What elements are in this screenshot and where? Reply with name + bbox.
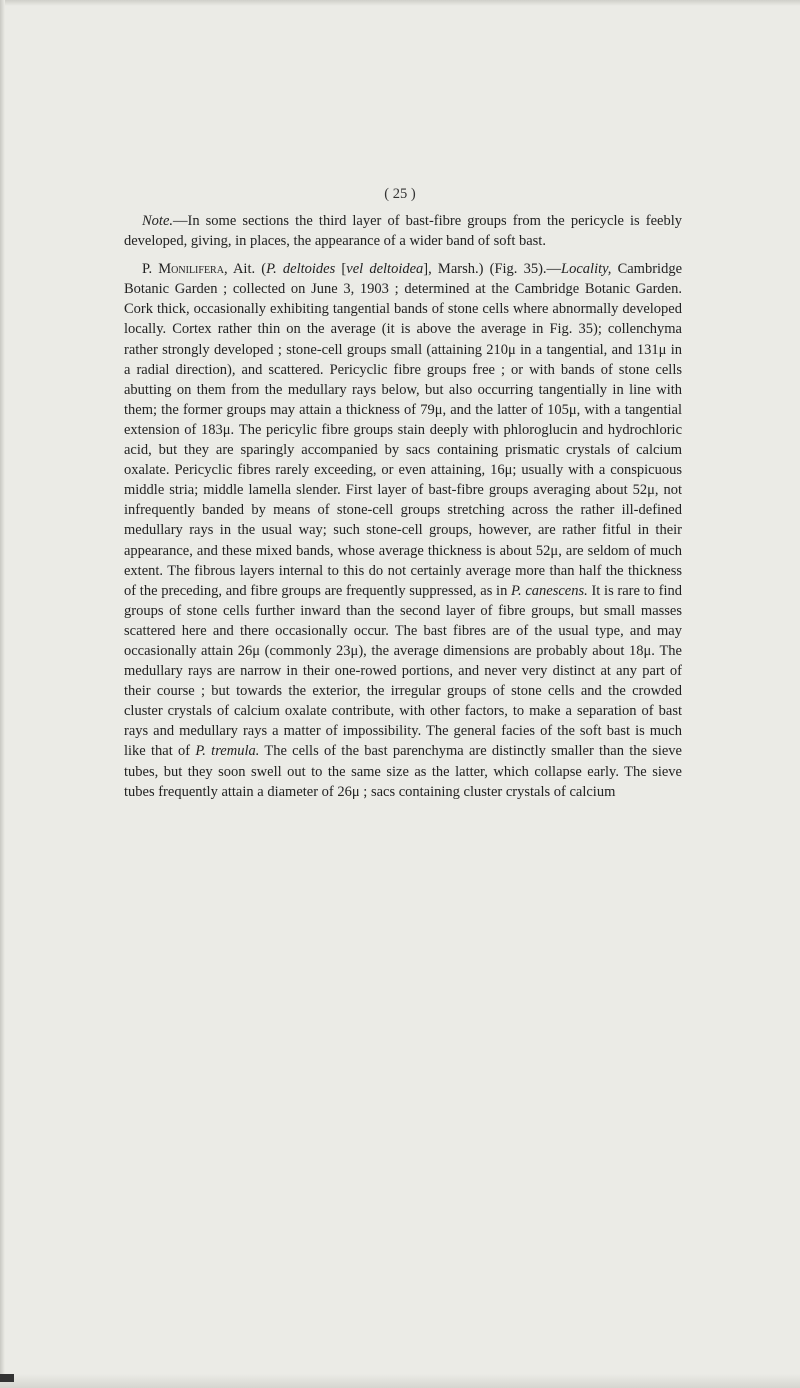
page-top-edge (0, 0, 800, 6)
note-paragraph (124, 211, 682, 251)
ref-canescens: P. canescens. (511, 582, 588, 599)
species-name: Monilifera (158, 261, 224, 278)
page-number: ( 25 ) (384, 186, 416, 202)
species-paragraph (124, 259, 682, 802)
species-text-1: Cambridge Botanic Garden ; collected on June 3, 1903 ; determined at the Cambridge Botanic Garden. Cork thick, occasionally exhibiting tangential bands of stone cells where abnormally developed locally. Cortex rather thin on the average (it is above the average in Fig. 35); collenchyma rather strongly developed ; stone-cell groups small (attaining 210μ in a tangential, and 131μ in a radial direction), and scattered. Pericyclic fibre groups free ; or with bands of stone cells abutting on them from the medullary rays below, but also occurring tangentially in line with them; the former groups may attain a thickness of 79μ, and the latter of 105μ, with a tangential extension of 183μ. The pericylic fibre groups stain deeply with phloroglucin and hydrochloric acid, but they are sparingly accompanied by sacs containing prismatic crystals of calcium oxalate. Pericyclic fibres rarely exceeding, or even attaining, 16μ; usually with a conspicuous middle stria; middle lamella slender. First layer of bast-fibre groups averaging about 52μ, not infrequently banded by means of stone-cell groups stretching across the rather ill-defined medullary rays in the usual way; such stone-cell groups, however, are rather fitful in their appearance, and these mixed bands, whose average thickness is about 52μ, are seldom of much extent. The fibrous layers internal to this do not certainly average more than half the thickness of the preceding, and fibre groups are frequently suppressed, as in (124, 261, 683, 599)
synonym-vel: vel deltoidea (346, 261, 424, 278)
synonym-bracket-open: [ (335, 261, 347, 278)
page-bottom-edge (0, 1374, 800, 1388)
page-left-edge (0, 0, 5, 1388)
note-text: —In some sections the third layer of bast-fibre groups from the pericycle is feebly developed, giving, in places, the appearance of a wider band of soft bast. (124, 213, 682, 250)
species-text-2: It is rare to find groups of stone cells further inward than the second layer of fibre groups, but small masses scattered here and there occasionally occur. The bast fibres are of the usual type, and may occasionally attain 26μ (commonly 23μ), the average dimensions are probably about 18μ. The medullary rays are narrow in their one-rowed portions, and never very distinct at any part of their course ; but towards the exterior, the irregular groups of stone cells and the crowded cluster crystals of calcium oxalate contribute, with other factors, to make a separation of bast rays and medullary rays a matter of impossibility. The general facies of the soft bast is much like that of (124, 582, 682, 760)
synonym-close: ], Marsh.) (423, 261, 484, 278)
synonym: P. deltoides (266, 261, 336, 278)
note-label: Note. (142, 213, 174, 229)
ref-tremula: P. tremula. (195, 743, 260, 760)
figure-reference: (Fig. 35).— (483, 261, 562, 278)
genus-initial: P. (142, 261, 153, 278)
species-text-3: The cells of the bast parenchyma are distinctly smaller than the sieve tubes, but they soon swell out to the same size as the latter, which collapse early. The sieve tubes frequently attain a diameter of 26μ ; sacs containing cluster crystals of calcium (124, 743, 682, 800)
page-body (124, 211, 682, 802)
scan-corner-mark (0, 1374, 14, 1382)
locality-label: Locality, (561, 261, 612, 278)
species-author: , Ait. ( (223, 261, 267, 278)
